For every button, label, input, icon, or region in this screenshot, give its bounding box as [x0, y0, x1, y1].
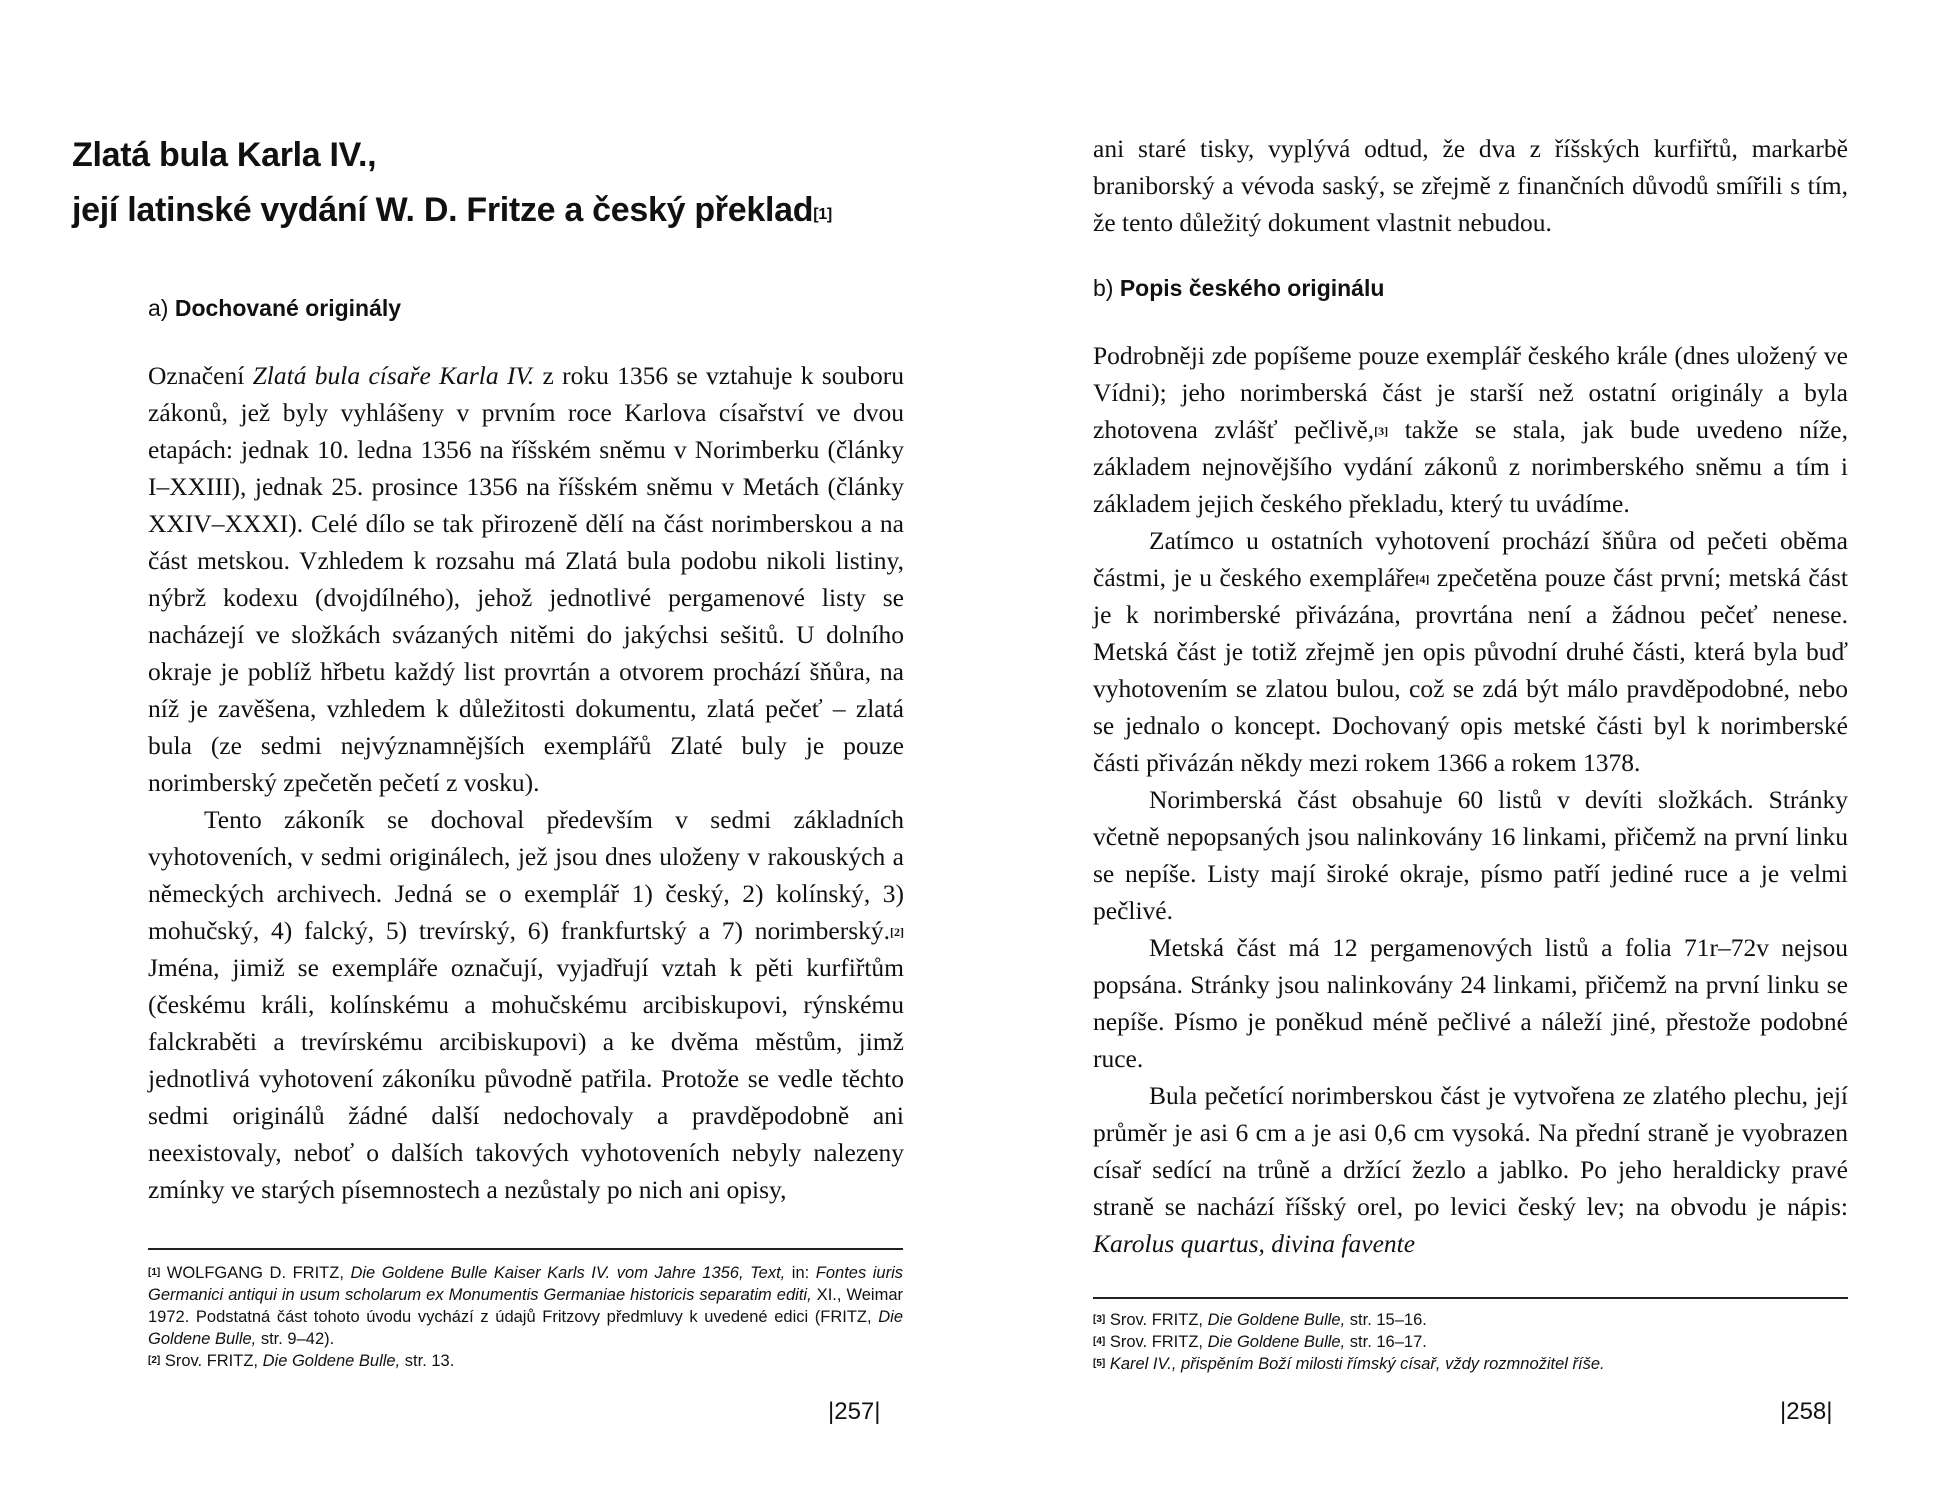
footnote-ref-1[interactable]: [1] [813, 206, 832, 223]
footnote-1-mark: [1] [148, 1267, 161, 1278]
right-p1-text-b: takže se stala, jak bude uvedeno níže, základem nejnovějšího vydání zákonů z norimberského sněmu a tím i základem jejich českého překladu, který tu uvádíme. [1093, 415, 1848, 518]
footnote-1-text-b: in: [785, 1264, 816, 1282]
left-footnotes [148, 1262, 903, 1372]
footnote-2-mark: [2] [148, 1355, 161, 1366]
right-paragraph-0: ani staré tisky, vyplývá odtud, že dva z říšských kurfiřtů, markarbě braniborský a vévoda saský, se zřejmě z finančních důvodů smířili s tím, že tento důležitý dokument vlastnit nebudou. [1093, 134, 1848, 237]
footnote-4-text-b: str. 16–17. [1345, 1333, 1427, 1351]
footnote-2-italic: Die Goldene Bulle, [262, 1352, 401, 1370]
footnote-5-mark: [5] [1093, 1358, 1106, 1369]
footnote-3-mark: [3] [1093, 1314, 1106, 1325]
left-body-text [148, 357, 904, 1208]
footnote-1-italic-a: Die Goldene Bulle Kaiser Karls IV. vom Jahre 1356, Text, [350, 1264, 786, 1282]
footnote-2-text-b: str. 13. [400, 1352, 455, 1370]
left-p1-italic-title: Zlatá bula císaře Karla IV. [252, 361, 535, 390]
section-a-title: Dochované originály [174, 295, 402, 321]
footnote-2-text-a: Srov. FRITZ, [160, 1352, 263, 1370]
right-p5-text: Bula pečetící norimberskou část je vytvořena ze zlatého plechu, její průměr je asi 6 cm a je asi 0,6 cm vysoká. Na přední straně je vyobrazen císař sedící na trůně a držící žezlo a jablko. Po jeho heraldicky pravé straně se nachází říšský orel, po levici český lev; na obvodu je nápis: [1093, 1081, 1848, 1221]
footnote-1-italic-b: Fontes iuris Germanici antiqui in usum scholarum ex Monumentis Germaniae historicis separatim editi, [148, 1264, 903, 1304]
footnote-2 [148, 1350, 903, 1372]
footnote-3-text-b: str. 15–16. [1345, 1311, 1427, 1329]
chapter-title-line-2-text: její latinské vydání W. D. Fritze a český překlad [72, 191, 814, 229]
right-paragraph-4: Metská část má 12 pergamenových listů a folia 71r–72v nejsou popsána. Stránky jsou nalinkovány 24 linkami, přičemž na první linku se nepíše. Písmo je poněkud méně pečlivé a náleží jiné, přestože podobné ruce. [1093, 933, 1848, 1073]
right-p5-italic-inscription: Karolus quartus, divina favente [1093, 1229, 1416, 1258]
left-p1-text-b: z roku 1356 se vztahuje k souboru zákonů, jež byly vyhlášeny v prvním roce Karlova císařství ve dvou etapách: jednak 10. ledna 1356 na říšském sněmu v Norimberku (články I–XXIII), jednak 25. prosince 1356 na říšském sněmu v Metách (články XXIV–XXXI). Celé dílo se tak přirozeně dělí na část norimberskou a na část metskou. Vzhledem k rozsahu má Zlatá bula podobu nikoli listiny, nýbrž kodexu (dvojdílného), jehož jednotlivé pergamenové listy se nacházejí ve složkách svázaných nitěmi do jakýchsi sešitů. U dolního okraje je poblíž hřbetu každý list provrtán a otvorem prochází šňůra, na níž je zavěšena, vzhledem k důležitosti dokumentu, zlatá pečeť – zlatá bula (ze sedmi nejvýznamnějších exemplářů Zlaté buly je pouze norimberský zpečetěn pečetí z vosku). [148, 361, 904, 797]
footnote-1 [148, 1262, 903, 1350]
chapter-title [72, 128, 932, 238]
footnote-ref-3[interactable]: [3] [1374, 424, 1389, 438]
right-paragraph-2 [1093, 522, 1848, 781]
footnote-4-italic: Die Goldene Bulle, [1207, 1333, 1346, 1351]
footnote-4 [1093, 1331, 1848, 1353]
footnote-4-text-a: Srov. FRITZ, [1105, 1333, 1208, 1351]
right-paragraph-3: Norimberská část obsahuje 60 listů v devíti složkách. Stránky včetně nepopsaných jsou nalinkovány 16 linkami, přičemž na první linku se nepíše. Listy mají široké okraje, písmo patří jediné ruce a je velmi pečlivé. [1093, 785, 1848, 925]
footnote-4-mark: [4] [1093, 1336, 1106, 1347]
right-paragraph-1 [1093, 337, 1848, 522]
footnote-1-italic-c: Die Goldene Bulle, [148, 1308, 903, 1348]
section-b-title: Popis českého originálu [1119, 275, 1385, 301]
chapter-title-line-1: Zlatá bula Karla IV., [72, 136, 377, 174]
section-a-label: a) [148, 295, 169, 321]
left-paragraph-1 [148, 357, 904, 801]
right-body-text [1093, 337, 1848, 1262]
right-p1-text-a: Podrobněji zde popíšeme pouze exemplář českého krále (dnes uložený ve Vídni); jeho norimberská část je starší než ostatní originály a byla zhotovena zvlášť pečlivě, [1093, 341, 1848, 444]
footnote-separator-left [148, 1248, 903, 1250]
footnote-1-text-a: WOLFGANG D. FRITZ, [160, 1264, 351, 1282]
footnote-1-text-d: str. 9–42). [256, 1330, 335, 1348]
footnote-ref-2[interactable]: [2] [890, 925, 904, 939]
section-a-heading [148, 293, 401, 323]
left-p1-text-a: Označení [148, 361, 253, 390]
chapter-title-line-2 [72, 183, 932, 238]
right-footnotes [1093, 1309, 1848, 1375]
left-paragraph-2 [148, 801, 904, 1208]
right-continuation-text [1093, 130, 1848, 241]
footnote-5-italic: Karel IV., přispěním Boží milosti římský císař, vždy rozmnožitel říše. [1109, 1355, 1605, 1373]
right-page [970, 0, 1940, 1500]
section-b-label: b) [1093, 275, 1114, 301]
footnote-5 [1093, 1353, 1848, 1375]
footnote-separator-right [1093, 1297, 1848, 1299]
footnote-3 [1093, 1309, 1848, 1331]
right-p2-text-a: Zatímco u ostatních vyhotovení prochází šňůra od pečeti oběma částmi, je u českého exempláře [1093, 526, 1848, 592]
page-number-right: |258| [1780, 1398, 1833, 1425]
right-p2-text-b: zpečetěna pouze část první; metská část je k norimberské přivázána, provrtána není a žádnou pečeť nenese. Metská část je totiž zřejmě jen opis původní druhé části, která byla buď vyhotovením se zlatou bulou, což se zdá být málo pravděpodobné, nebo se jednalo o koncept. Dochovaný opis metské části byl k norimberské části přivázán někdy mezi rokem 1366 a rokem 1378. [1093, 563, 1849, 777]
left-p2-text-b: Jména, jimiž se exempláře označují, vyjadřují vztah k pěti kurfiřtům (českému králi, kolínskému a mohučskému arcibiskupovi, rýnskému falckraběti a trevírskému arcibiskupovi) a ke dvěma městům, jimž jednotlivá vyhotovení zákoníku původně patřila. Protože se vedle těchto sedmi originálů žádné další nedochovaly a pravděpodobně ani neexistovaly, neboť o dalších takových vyhotoveních nebyly nalezeny zmínky ve starých písemnostech a nezůstaly po nich ani opisy, [148, 953, 904, 1204]
footnote-3-text-a: Srov. FRITZ, [1105, 1311, 1208, 1329]
section-b-heading [1093, 273, 1384, 303]
page-number-left: |257| [828, 1398, 881, 1425]
footnote-3-italic: Die Goldene Bulle, [1207, 1311, 1346, 1329]
footnote-1-text-c: XI., Weimar 1972. Podstatná část tohoto úvodu vychází z údajů Fritzovy předmluvy k uvedené edici (FRITZ, [148, 1286, 903, 1326]
right-paragraph-5 [1093, 1077, 1848, 1262]
left-p2-text-a: Tento zákoník se dochoval především v sedmi základních vyhotoveních, v sedmi originálech, jež jsou dnes uloženy v rakouských a německých archivech. Jedná se o exemplář 1) český, 2) kolínský, 3) mohučský, 4) falcký, 5) trevírský, 6) frankfurtský a 7) norimberský. [148, 805, 904, 945]
footnote-ref-4[interactable]: [4] [1415, 572, 1430, 586]
